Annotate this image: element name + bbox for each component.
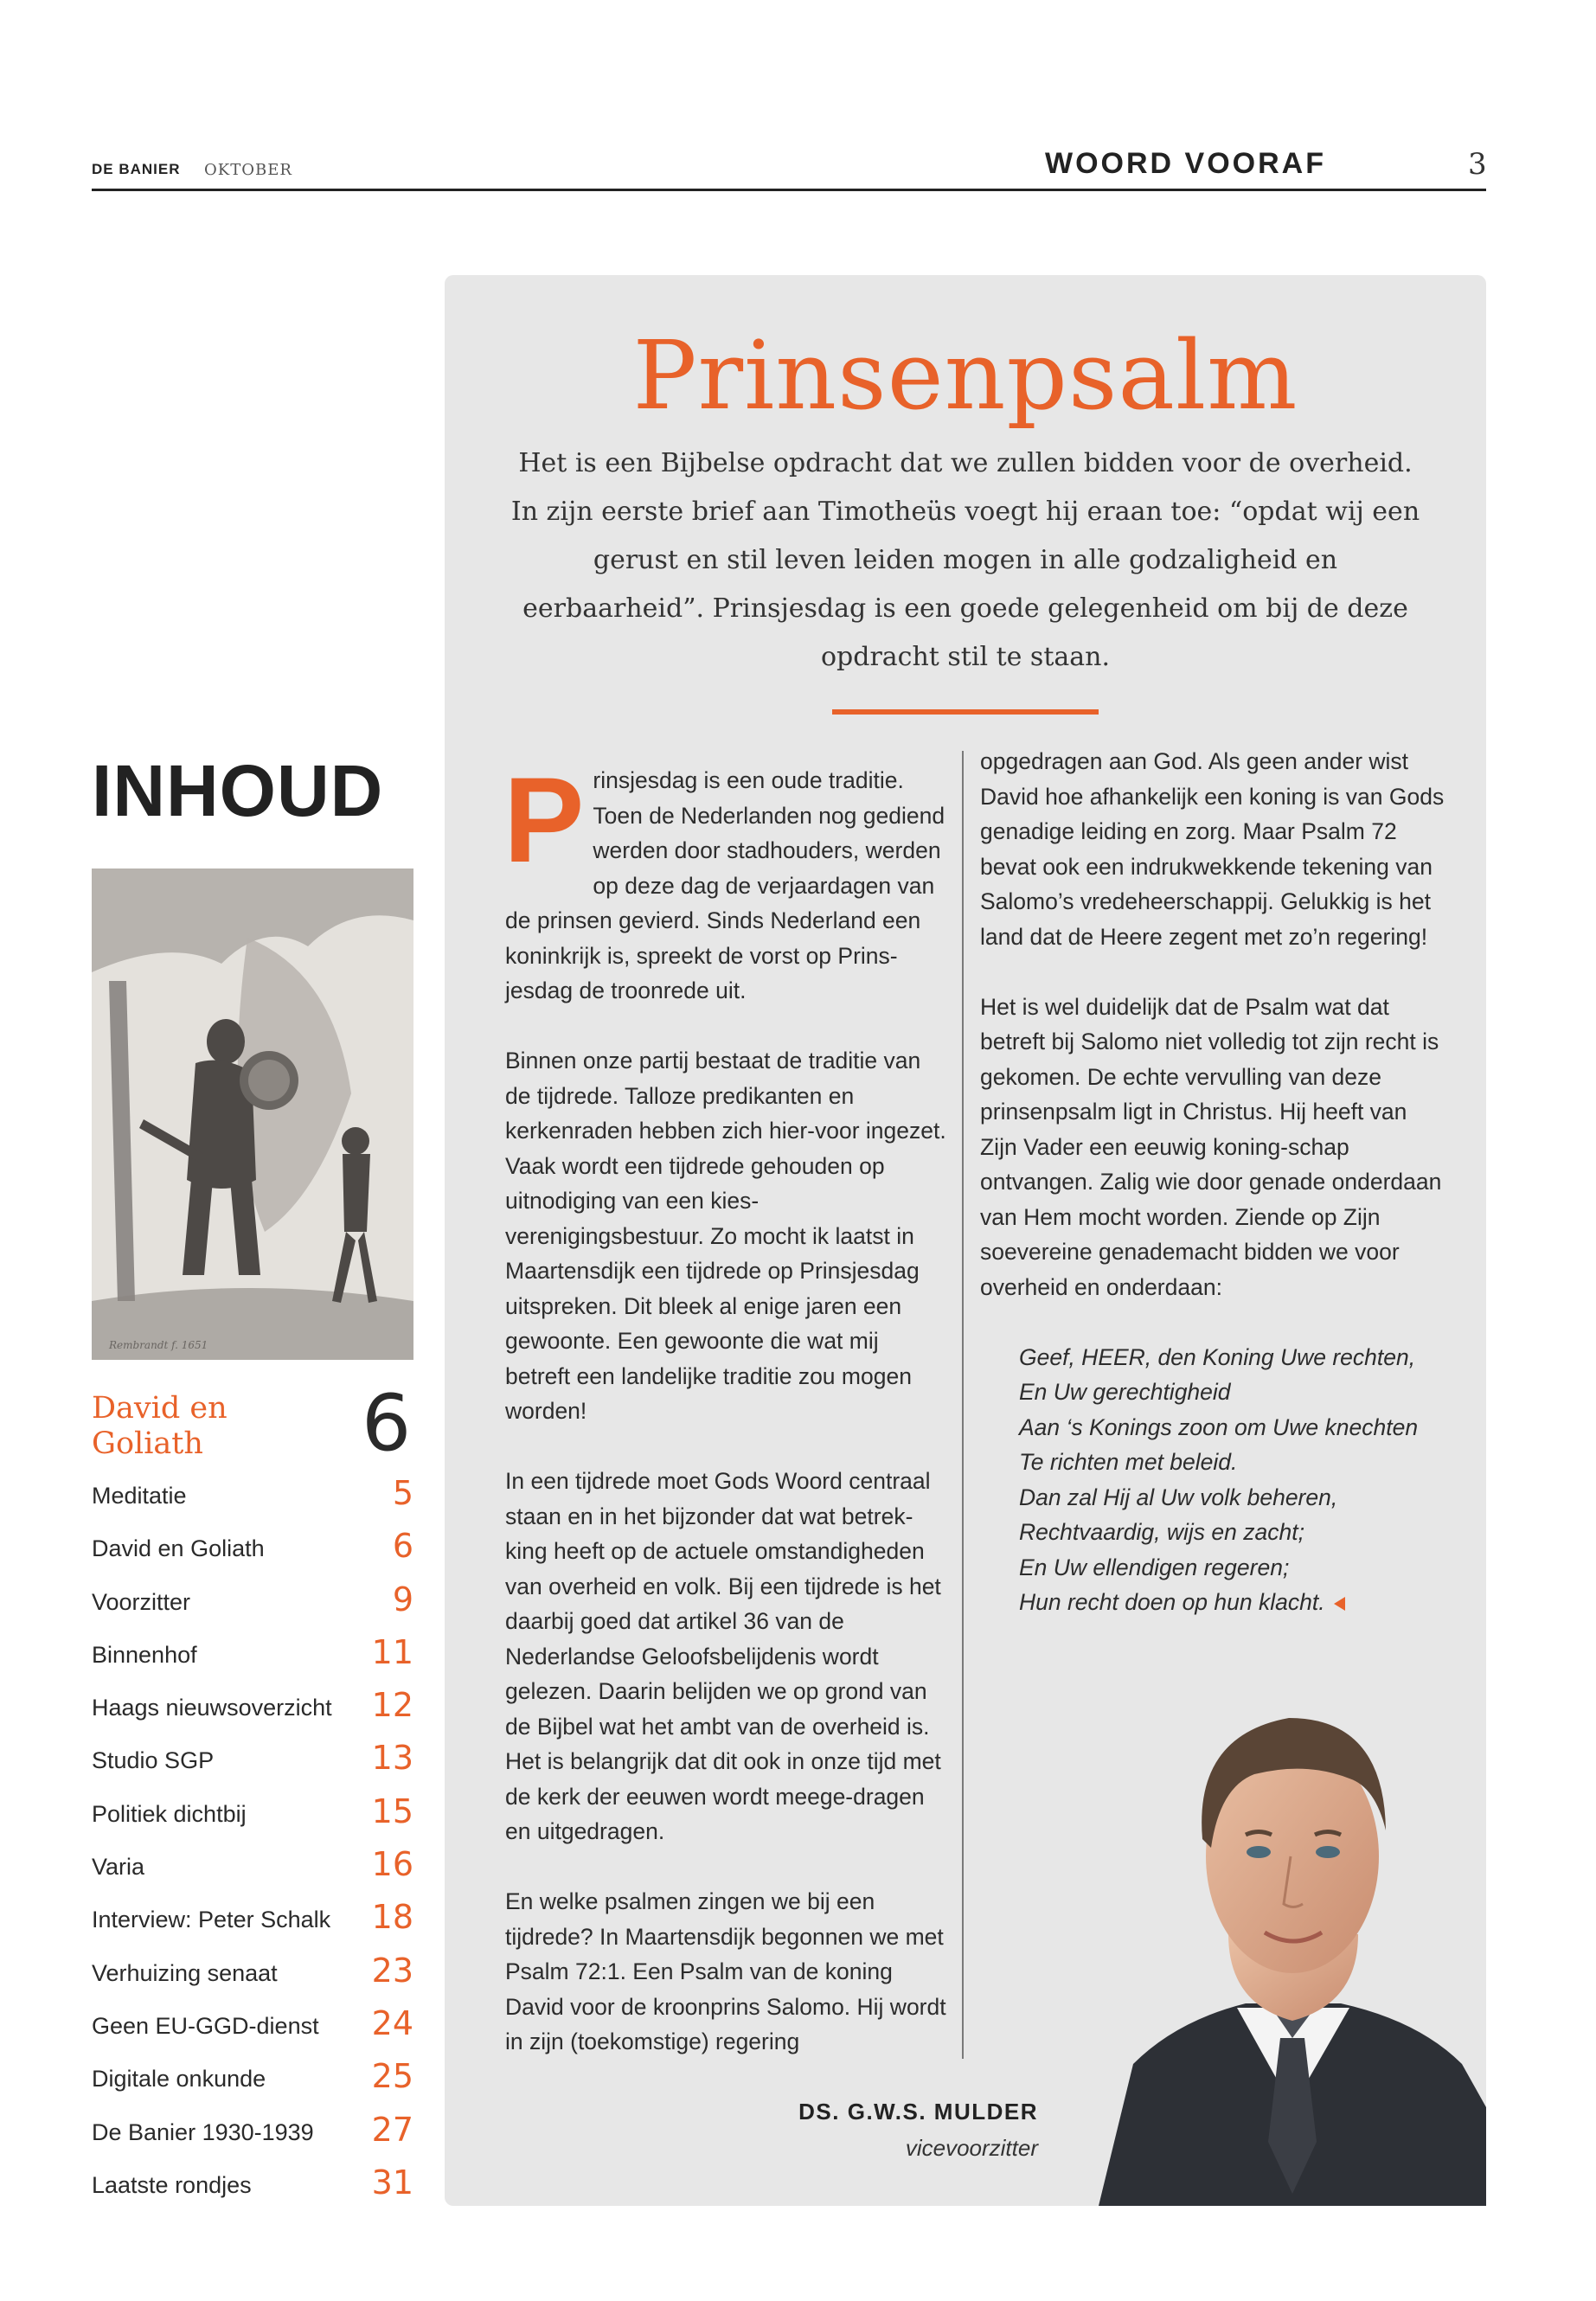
- paragraph: En welke psalmen zingen we bij een tijdrede? In Maartensdijk begonnen we met Psalm 72:1. Een Psalm van de koning David voor de kroonprins Salomo. Hij wordt in zijn (toekomstige) regering: [505, 1888, 946, 2054]
- toc-item[interactable]: [92, 1632, 413, 1688]
- toc-item[interactable]: [92, 1791, 413, 1847]
- issue-month: OKTOBER: [204, 161, 292, 179]
- featured-article-page: 6: [362, 1378, 412, 1469]
- toc-item-page: 24: [371, 2003, 413, 2042]
- verse-line: Aan ‘s Konings zoon om Uwe knechten: [1019, 1413, 1419, 1440]
- toc-item-page: 11: [371, 1632, 413, 1671]
- toc-item-label: Voorzitter: [92, 1588, 191, 1615]
- toc-item-page: 6: [392, 1527, 413, 1566]
- toc-item-label: De Banier 1930-1939: [92, 2118, 314, 2145]
- section-title: WOORD VOORAF: [1045, 147, 1326, 180]
- toc-item-page: 15: [371, 1791, 413, 1830]
- column-divider: [962, 751, 964, 2059]
- drop-cap: P: [503, 752, 585, 888]
- toc-item-page: 18: [371, 1898, 413, 1937]
- verse-line: Te richten met beleid.: [1019, 1449, 1238, 1475]
- toc-item[interactable]: [92, 2112, 413, 2165]
- toc-item[interactable]: [92, 1740, 413, 1793]
- verse-line: Geef, HEER, den Koning Uwe rechten,: [1019, 1343, 1416, 1370]
- verse-line: En Uw gerechtigheid: [1019, 1379, 1231, 1405]
- toc-item[interactable]: [92, 1688, 413, 1740]
- author-portrait: [1099, 1657, 1486, 2206]
- toc-item-page: 5: [392, 1474, 413, 1512]
- table-of-contents: [92, 1476, 413, 2218]
- end-mark-icon: [1334, 1597, 1345, 1611]
- verse-line: Hun recht doen op hun klacht.: [1019, 1589, 1325, 1615]
- paragraph: Het is wel duidelijk dat de Psalm wat dat betreft bij Salomo niet volledig tot zijn recht is gekomen. De echte vervulling van deze prinsenpsalm ligt in Christus. Hij heeft van Zijn Vader een eeuwig koning-schap ontvangen. Zalig wie door genade onderdaan van Hem mocht worden. Ziende op Zijn soevereine genademacht bidden we voor overheid en onderdaan:: [980, 993, 1442, 1300]
- verse-line-last: [1019, 1585, 1447, 1620]
- toc-item-page: 13: [371, 1739, 413, 1778]
- david-goliath-etching: [92, 868, 413, 1360]
- header-rule: [92, 189, 1486, 191]
- toc-item[interactable]: [92, 2003, 413, 2059]
- page-number: 3: [1468, 147, 1487, 182]
- toc-item[interactable]: [92, 1900, 413, 1952]
- toc-item-page: 12: [371, 1686, 413, 1725]
- paragraph: Binnen onze partij bestaat de traditie van de tijdrede. Talloze predikanten en kerkenraden hebben zich hier-voor ingezet. Vaak wordt een tijdrede gehouden op uitnodiging van een kies-verenigingsbestuur. Zo mocht ik laatst in Maartensdijk een tijdrede op Prinsjesdag uitspreken. Dit bleek al enige jaren een gewoonte. Een gewoonte die wat mij betreft een landelijke traditie zou mogen worden!: [505, 1048, 946, 1424]
- verse-line: Rechtvaardig, wijs en zacht;: [1019, 1519, 1304, 1545]
- toc-item-label: Varia: [92, 1854, 145, 1881]
- toc-item-label: Meditatie: [92, 1483, 187, 1509]
- toc-item-page: 27: [371, 2110, 413, 2149]
- article-title: Prinsenpsalm: [632, 320, 1298, 431]
- verse-line: En Uw ellendigen regeren;: [1019, 1554, 1290, 1580]
- psalm-verse: [1019, 1340, 1447, 1620]
- toc-item[interactable]: [92, 1529, 413, 1581]
- svg-text:Rembrandt f. 1651: Rembrandt f. 1651: [109, 1339, 208, 1351]
- author-name: DS. G.W.S. MULDER: [798, 2099, 1038, 2125]
- toc-item[interactable]: [92, 1953, 413, 2006]
- article-intro: Het is een Bijbelse opdracht dat we zullen bidden voor de overheid. In zijn eerste brief aan Timotheüs voegt hij eraan toe: “opdat wij een gerust en stil leven leiden mogen in alle godzaligheid en eerbaarheid”. Prinsjesdag is een goede gelegenheid om bij de deze opdracht stil te staan.: [510, 448, 1420, 672]
- paragraph: opgedragen aan God. Als geen ander wist David hoe afhankelijk een koning is van Gods genadige leiding en zorg. Maar Psalm 72 bevat ook een indrukwekkende tekening van Salomo’s vredeheerschappij. Gelukkig is het land dat de Heere zegent met zo’n regering!: [980, 748, 1445, 950]
- toc-item-page: 23: [371, 1951, 413, 1990]
- article-column-2: [980, 744, 1447, 1620]
- toc-item-label: David en Goliath: [92, 1535, 265, 1562]
- toc-item[interactable]: [92, 2059, 413, 2112]
- toc-item-page: 25: [371, 2057, 413, 2096]
- toc-item[interactable]: [92, 1476, 413, 1529]
- toc-item-label: Verhuizing senaat: [92, 1959, 278, 1986]
- accent-rule: [832, 709, 1099, 715]
- magazine-name: DE BANIER: [92, 161, 181, 177]
- toc-item-page: 31: [371, 2163, 413, 2202]
- author-role: vicevoorzitter: [905, 2135, 1038, 2161]
- toc-item[interactable]: [92, 1582, 413, 1635]
- toc-item-label: Studio SGP: [92, 1747, 215, 1774]
- paragraph-text: rinsjesdag is een oude traditie. Toen de Nederlanden nog gediend werden door stadhouders, werden op deze dag de verjaardagen van de prinsen gevierd. Sinds Nederland een koninkrijk is, spreekt de vorst op Prins-jesdag de troonrede uit.: [505, 767, 945, 1003]
- toc-item-label: Haags nieuwsoverzicht: [92, 1695, 332, 1721]
- featured-article-title[interactable]: David en Goliath: [92, 1391, 228, 1461]
- toc-item-label: Digitale onkunde: [92, 2066, 266, 2093]
- paragraph: In een tijdrede moet Gods Woord centraal staan en in het bijzonder dat wat betrek-king heeft op de actuele omstandigheden van overheid en volk. Bij een tijdrede is het daarbij goed dat artikel 36 van de Nederlandse Geloofsbelijdenis wordt gelezen. Daarin belijden we op grond van de Bijbel wat het ambt van de overheid is. Het is belangrijk dat dit ook in onze tijd met de kerk der eeuwen wordt meege-dragen en uitgedragen.: [505, 1468, 941, 1844]
- toc-item-label: Geen EU-GGD-dienst: [92, 2012, 319, 2039]
- toc-item[interactable]: [92, 1847, 413, 1900]
- paragraph: [503, 752, 948, 1009]
- toc-item-label: Politiek dichtbij: [92, 1800, 247, 1827]
- article-column-1: [503, 752, 948, 2094]
- toc-item[interactable]: [92, 2165, 413, 2218]
- verse-line: Dan zal Hij al Uw volk beheren,: [1019, 1484, 1338, 1510]
- toc-item-page: 16: [371, 1845, 413, 1884]
- contents-heading: INHOUD: [92, 750, 384, 831]
- toc-item-label: Laatste rondjes: [92, 2171, 252, 2198]
- toc-item-label: Binnenhof: [92, 1641, 197, 1668]
- toc-item-page: 9: [392, 1580, 413, 1618]
- toc-item-label: Interview: Peter Schalk: [92, 1907, 331, 1933]
